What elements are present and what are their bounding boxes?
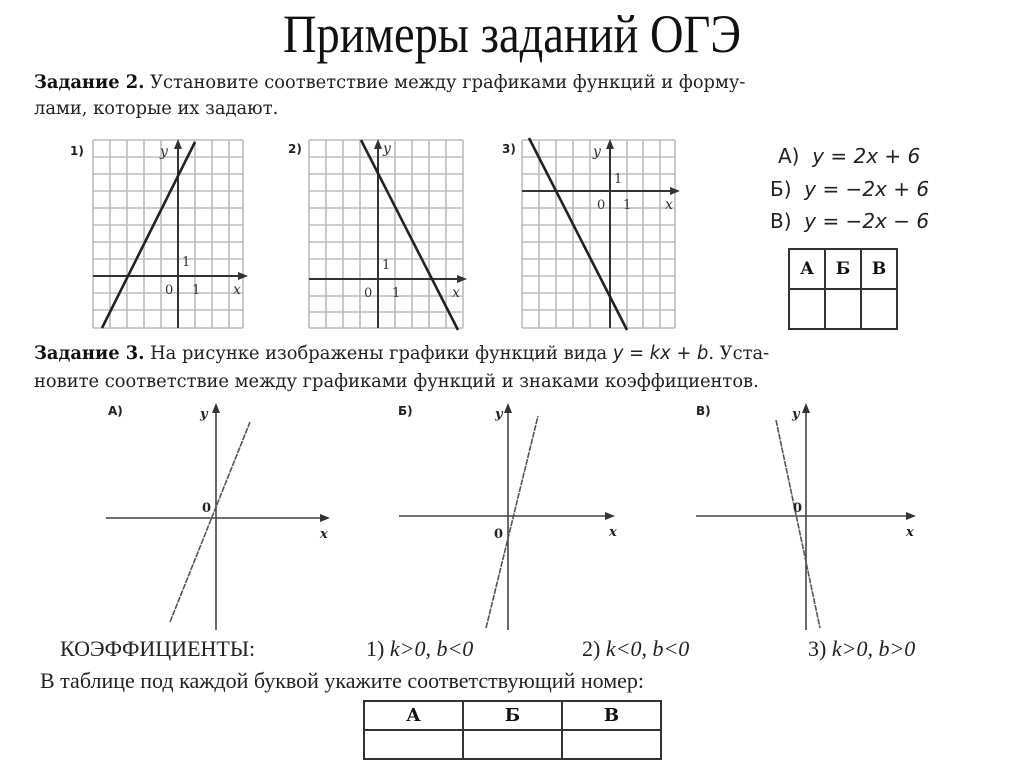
graphB-chart — [395, 400, 625, 635]
task3-heading: Задание 3. — [34, 343, 145, 364]
task3-text-line1: Задание 3. На рисунке изображены графики функций вида y = kx + b. Уста- — [34, 343, 770, 364]
slide-title: Примеры заданий ОГЭ — [282, 4, 742, 64]
svg-text:0: 0 — [494, 527, 504, 542]
graphA-label: А) — [108, 404, 123, 418]
task3-answer-table — [363, 700, 662, 760]
coefficient-1: 1) k>0, b<0 — [366, 636, 474, 661]
graphB-label: Б) — [398, 404, 413, 418]
task3-answer-cell-b[interactable] — [463, 730, 562, 759]
svg-text:1: 1 — [382, 258, 391, 273]
graphV-label: В) — [696, 404, 711, 418]
graph2-grid-chart — [306, 136, 468, 332]
svg-text:x: x — [609, 525, 617, 540]
graph1-grid-chart — [90, 136, 250, 332]
formula-v: В) y = −2x − 6 — [770, 209, 930, 233]
task2-text: Установите соответствие между графиками функций и форму- — [150, 72, 746, 93]
svg-text:1: 1 — [182, 255, 191, 270]
svg-text:0: 0 — [364, 286, 373, 301]
coefficient-3: 3) k>0, b>0 — [808, 636, 916, 661]
task3-answer-cell-a[interactable] — [364, 730, 463, 759]
graph3-grid-chart — [519, 136, 681, 332]
task2-text-line1 — [34, 70, 745, 96]
graph1-y-label: y — [160, 144, 168, 160]
task2-answer-table — [788, 248, 898, 330]
task2-heading: Задание 2. — [34, 72, 145, 93]
task2-answer-cell-a[interactable] — [789, 289, 825, 329]
svg-text:x: x — [906, 525, 914, 540]
graphV-chart — [690, 400, 925, 635]
task2-header-v: В — [861, 249, 897, 289]
svg-text:0: 0 — [597, 198, 606, 213]
svg-text:1: 1 — [623, 198, 632, 213]
task3-text-line2: новите соответствие между графиками функций и знаками коэффициентов. — [34, 371, 759, 392]
svg-text:y: y — [383, 141, 391, 157]
svg-text:x: x — [665, 197, 673, 213]
svg-text:y: y — [593, 144, 601, 160]
task3-answer-cell-v[interactable] — [562, 730, 661, 759]
task3-formula: y = kx + b — [612, 343, 709, 364]
task2-answer-cell-b[interactable] — [825, 289, 861, 329]
svg-text:x: x — [320, 527, 328, 542]
svg-text:1: 1 — [192, 283, 201, 298]
svg-text:y: y — [200, 407, 208, 422]
formula-b: Б) y = −2x + 6 — [770, 177, 930, 201]
svg-text:0: 0 — [793, 501, 803, 516]
graph1-x-label: x — [233, 282, 241, 298]
coefficients-label: КОЭФФИЦИЕНТЫ: — [60, 636, 256, 661]
graphA-chart — [100, 400, 340, 635]
svg-text:0: 0 — [202, 501, 212, 516]
coefficient-2: 2) k<0, b<0 — [582, 636, 690, 661]
task3-header-v: В — [562, 701, 661, 730]
task3-header-a: А — [364, 701, 463, 730]
graph3-label: 3) — [502, 142, 516, 156]
task2-header-b: Б — [825, 249, 861, 289]
svg-text:y: y — [495, 407, 503, 422]
task3-header-b: Б — [463, 701, 562, 730]
task2-answer-cell-v[interactable] — [861, 289, 897, 329]
graph2-label: 2) — [288, 142, 302, 156]
svg-text:0: 0 — [165, 283, 174, 298]
task2-text-line2: лами, которые их задают. — [34, 98, 279, 119]
task3-instruction: В таблице под каждой буквой укажите соответствующий номер: — [40, 668, 644, 693]
svg-text:1: 1 — [614, 172, 623, 187]
graph1-label: 1) — [70, 144, 84, 158]
svg-text:y: y — [792, 407, 800, 422]
formula-a: А) y = 2x + 6 — [778, 144, 921, 168]
svg-text:x: x — [452, 285, 460, 301]
svg-text:1: 1 — [392, 286, 401, 301]
task2-header-a: А — [789, 249, 825, 289]
